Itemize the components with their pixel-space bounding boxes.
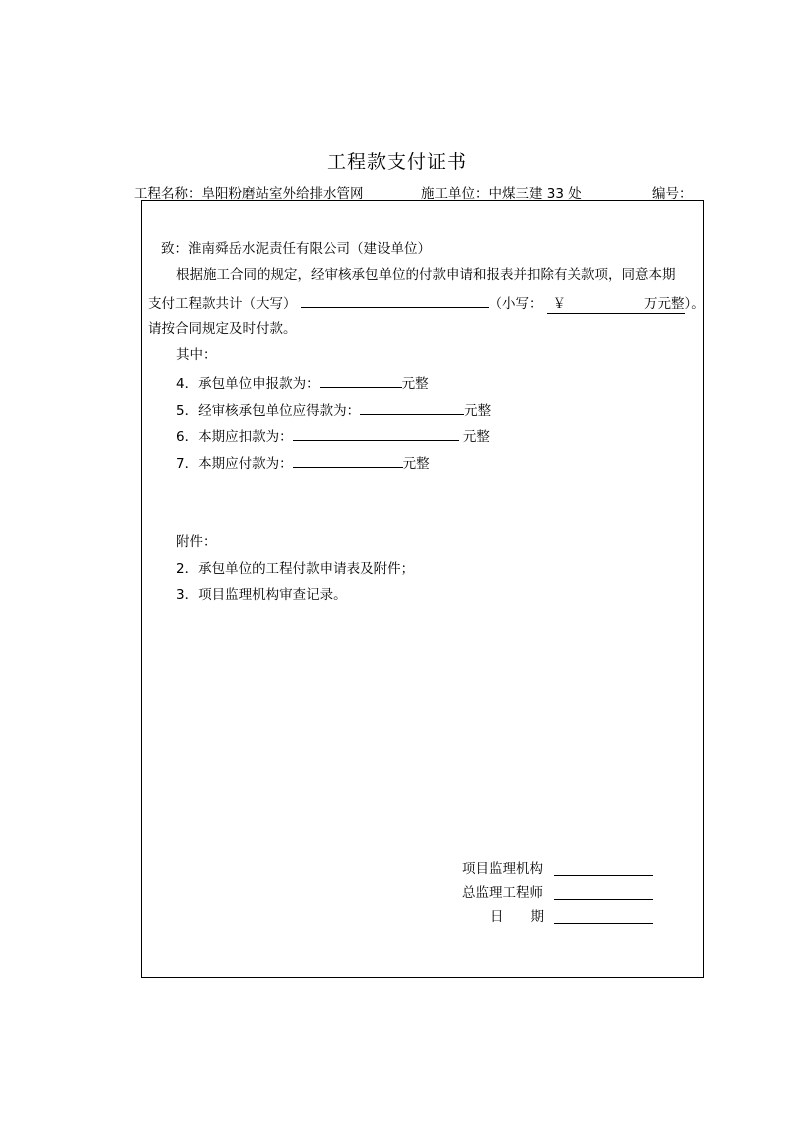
deduction-amount-field[interactable] [293,426,459,441]
among-label: 其中： [176,347,217,363]
chief-engineer-field[interactable] [554,899,653,900]
amount-in-words-label: 支付工程款共计（大写） [148,296,297,312]
payable-amount-field[interactable] [293,453,403,468]
item-suffix: 元整 [462,429,490,445]
item-payable-amount [176,453,430,473]
item-deduction-amount [176,426,490,446]
construction-unit: 施工单位：中煤三建 33 处 [421,186,582,202]
item-declared-amount [176,373,429,393]
project-name: 工程名称：阜阳粉磨站室外给排水管网 [134,186,364,202]
item-label: 7．本期应付款为： [176,456,293,472]
item-suffix: 元整 [464,403,492,419]
attachment-item: 3．项目监理机构审查记录。 [176,587,347,603]
chief-engineer-label: 总监理工程师 [462,885,543,901]
addressee-line: 致：淮南舜岳水泥责任有限公司（建设单位） [161,241,431,257]
item-suffix: 元整 [401,376,429,392]
approved-amount-field[interactable] [360,400,464,415]
attachment-item: 2．承包单位的工程付款申请表及附件； [176,561,415,577]
amount-in-words-field[interactable] [301,293,489,308]
attachments-title: 附件： [176,534,217,550]
item-label: 5．经审核承包单位应得款为： [176,403,361,419]
amount-unit-label: 万元整 [644,296,685,312]
document-title: 工程款支付证书 [326,151,467,173]
paragraph-line-3: 请按合同规定及时付款。 [148,321,297,337]
date-field[interactable] [554,923,653,924]
date-label: 日 期 [490,909,544,925]
paragraph-line-2 [148,293,705,314]
supervision-org-label: 项目监理机构 [462,861,543,877]
amount-in-figures-field[interactable] [547,295,685,314]
document-number: 编号： [652,186,693,202]
item-suffix: 元整 [402,456,430,472]
supervision-org-field[interactable] [554,875,653,876]
item-label: 6．本期应扣款为： [176,429,293,445]
yen-symbol: ￥ [552,296,566,312]
declared-amount-field[interactable] [320,373,402,388]
paragraph-line-1: 根据施工合同的规定，经审核承包单位的付款申请和报表并扣除有关款项，同意本期 [176,267,676,283]
item-label: 4．承包单位申报款为： [176,376,320,392]
item-approved-amount [176,400,491,420]
amount-in-figures-label: （小写： [488,296,543,312]
paragraph-close: ）。 [684,296,705,312]
